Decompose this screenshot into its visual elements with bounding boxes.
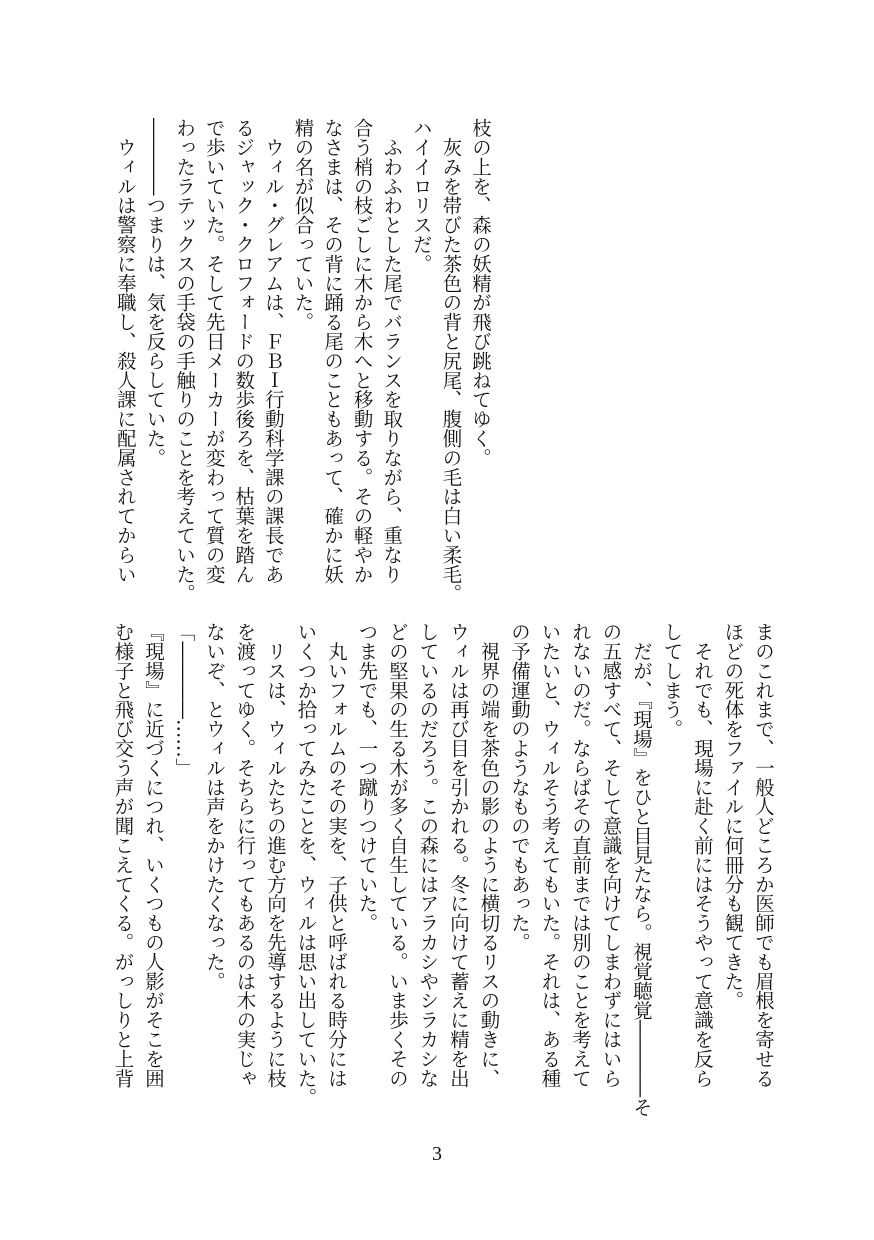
text-line: わったラテックスの手袋の手触りのことを考えていた。 xyxy=(173,118,197,603)
text-line: まのこれまで、一般人どころか医師でも眉根を寄せる xyxy=(752,622,775,1088)
text-line: 灰みを帯びた茶色の背と尻尾、腹側の毛は白い柔毛。 xyxy=(439,118,463,603)
text-line: してしまう。 xyxy=(660,622,684,739)
text-line: 丸いフォルムのその実を、子供と呼ばれる時分には xyxy=(325,622,348,1088)
text-block-bottom xyxy=(107,622,778,1117)
text-line: の五感すべて、そして意識を向けてしまわずにはいら xyxy=(599,622,623,1088)
text-line: ウィルは再び目を引かれる。冬に向けて蓄えに精を出 xyxy=(447,622,470,1088)
text-line: 『現場』に近づくにつれ、いくつもの人影がそこを囲 xyxy=(142,622,165,1088)
text-line: む様子と飛び交う声が聞こえてくる。がっしりと上背 xyxy=(111,622,135,1088)
text-line: なさまは、その背に踊る尾のこともあって、確かに妖 xyxy=(321,118,345,584)
text-line: るジャック・クロフォードの数歩後ろを、枯葉を踏ん xyxy=(232,118,256,584)
text-line: ふわふわとした尾でバランスを取りながら、重なり xyxy=(380,118,404,584)
text-line: の予備運動のようなものでもあった。 xyxy=(508,622,531,952)
text-line: いくつか拾ってみたことを、ウィルは思い出していた。 xyxy=(294,622,318,1107)
text-line: だが、『現場』をひと目見たなら。視覚聴覚――――そ xyxy=(630,622,653,1117)
page-number: 3 xyxy=(432,1143,442,1165)
text-line: 枝の上を、森の妖精が飛び跳ねてゆく。 xyxy=(469,118,492,468)
text-line: つま先でも、一つ蹴りつけていた。 xyxy=(355,622,379,933)
text-block-top xyxy=(110,118,495,603)
text-line: ウィルは警察に奉職し、殺人課に配属されてからい xyxy=(113,118,137,584)
text-line: 精の名が似合っていた。 xyxy=(291,118,315,332)
text-line: れないのだ。ならばその直前までは別のことを考えて xyxy=(569,622,592,1088)
text-line: ハイイロリスだ。 xyxy=(409,118,433,274)
text-line: リスは、ウィルたちの進む方向を先導するように枝 xyxy=(264,622,287,1088)
text-line: ――――つまりは、気を反らしていた。 xyxy=(143,118,167,468)
text-line: で歩いていた。そして先日メーカーが変わって質の変 xyxy=(202,118,226,584)
text-line: それでも、現場に赴く前にはそうやって意識を反ら xyxy=(691,622,714,1088)
text-line: どの堅果の生る木が多く自生している。いま歩くその xyxy=(386,622,409,1088)
text-line: 合う梢の枝ごしに木から木へと移動する。その軽やか xyxy=(350,118,374,584)
text-line: しているのだろう。この森にはアラカシやシラカシな xyxy=(416,622,440,1088)
text-line: 視界の端を茶色の影のように横切るリスの動きに、 xyxy=(477,622,501,1088)
text-line: いたいと、ウィルそう考えてもいた。それは、ある種 xyxy=(538,622,562,1088)
text-line: を渡ってゆく。そちらに行ってもあるのは木の実じゃ xyxy=(233,622,257,1088)
text-line: ほどの死体をファイルに何冊分も観てきた。 xyxy=(721,622,745,1010)
text-line: ないぞ、とウィルは声をかけたくなった。 xyxy=(203,622,226,991)
text-line: ウィル・グレアムは、ＦＢＩ行動科学課の課長であ xyxy=(261,118,285,584)
text-line: 「――――……」 xyxy=(172,622,196,778)
